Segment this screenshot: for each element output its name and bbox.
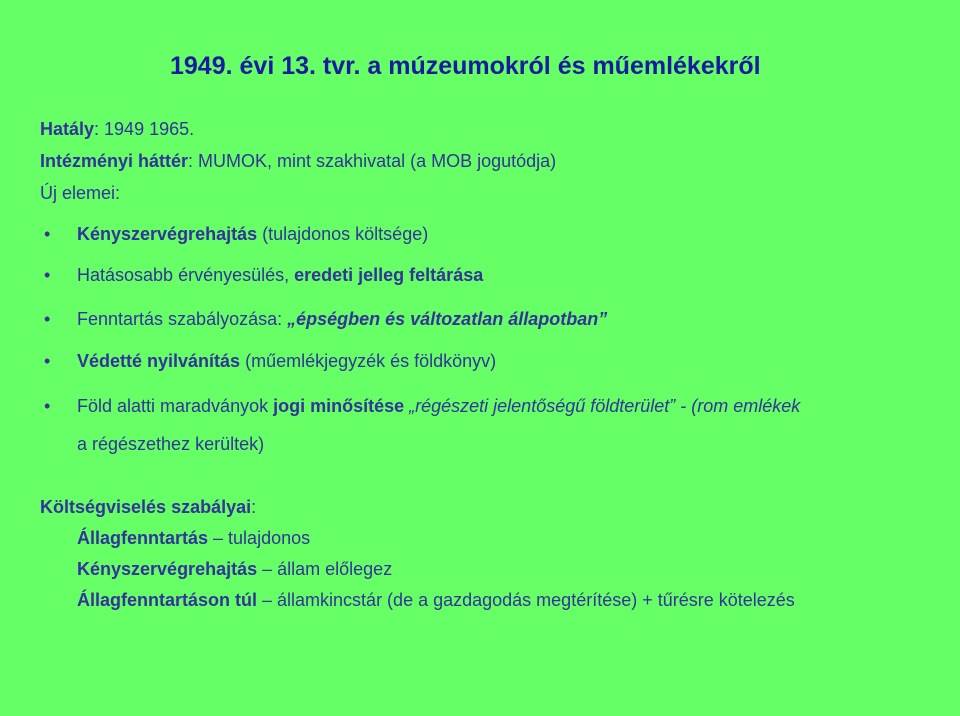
bullet-5-italic: „régészeti jelentőségű földterület” - (rom emlékek [404, 396, 801, 416]
bullet-5-bold: jogi minősítése [273, 396, 405, 416]
bullet-2-bold: eredeti jelleg feltárása [294, 265, 484, 285]
rule-item-2 [77, 558, 392, 580]
page-title: 1949. évi 13. tvr. a múzeumokról és műemlékekről [170, 52, 761, 80]
bullet-3-bold: „épségben és változatlan állapotban” [287, 309, 608, 329]
koltseg-label: Költségviselés szabályai [40, 497, 252, 517]
rule-3-bold: Állagfenntartáson túl [77, 590, 258, 610]
rule-2-rest: – állam előlegez [257, 559, 393, 579]
hataly-line [40, 118, 194, 140]
rule-3-rest: – államkincstár (de a gazdagodás megtérítése) + tűrésre kötelezés [257, 590, 795, 610]
bullet-item-4 [77, 350, 496, 372]
bullet-item-2 [77, 264, 483, 286]
hataly-label: Hatály [40, 119, 95, 139]
intezmenyi-label: Intézményi háttér [40, 151, 189, 171]
bullet-item-3 [77, 308, 607, 330]
bullet-4-bold: Védetté nyilvánítás [77, 351, 241, 371]
bullet-3-pre: Fenntartás szabályozása: [77, 309, 288, 329]
bullet-1-rest: (tulajdonos költsége) [257, 224, 429, 244]
bullet-1-bold: Kényszervégrehajtás [77, 224, 258, 244]
rule-1-bold: Állagfenntartás [77, 528, 209, 548]
bullet-glyph: • [44, 351, 51, 371]
bullet-glyph: • [44, 265, 51, 285]
bullet-5-continuation: a régészethez kerültek) [77, 434, 265, 454]
intezmenyi-line [40, 150, 556, 172]
rule-item-3 [77, 589, 795, 611]
bullet-item-5 [77, 395, 800, 417]
rule-1-rest: – tulajdonos [208, 528, 311, 548]
bullet-glyph: • [44, 396, 51, 416]
bullet-4-rest: (műemlékjegyzék és földkönyv) [240, 351, 497, 371]
koltseg-colon: : [251, 497, 257, 517]
bullet-5-pre: Föld alatti maradványok [77, 396, 274, 416]
hataly-text: : 1949 1965. [94, 119, 195, 139]
intezmenyi-text: : MUMOK, mint szakhivatal (a MOB jogutódja) [188, 151, 557, 171]
bullet-item-1 [77, 223, 428, 245]
bullet-2-pre: Hatásosabb érvényesülés, [77, 265, 295, 285]
koltseg-heading [40, 496, 256, 518]
bullet-glyph: • [44, 309, 51, 329]
rule-2-bold: Kényszervégrehajtás [77, 559, 258, 579]
uj-elemei-heading: Új elemei: [40, 183, 121, 203]
rule-item-1 [77, 527, 310, 549]
bullet-glyph: • [44, 224, 51, 244]
